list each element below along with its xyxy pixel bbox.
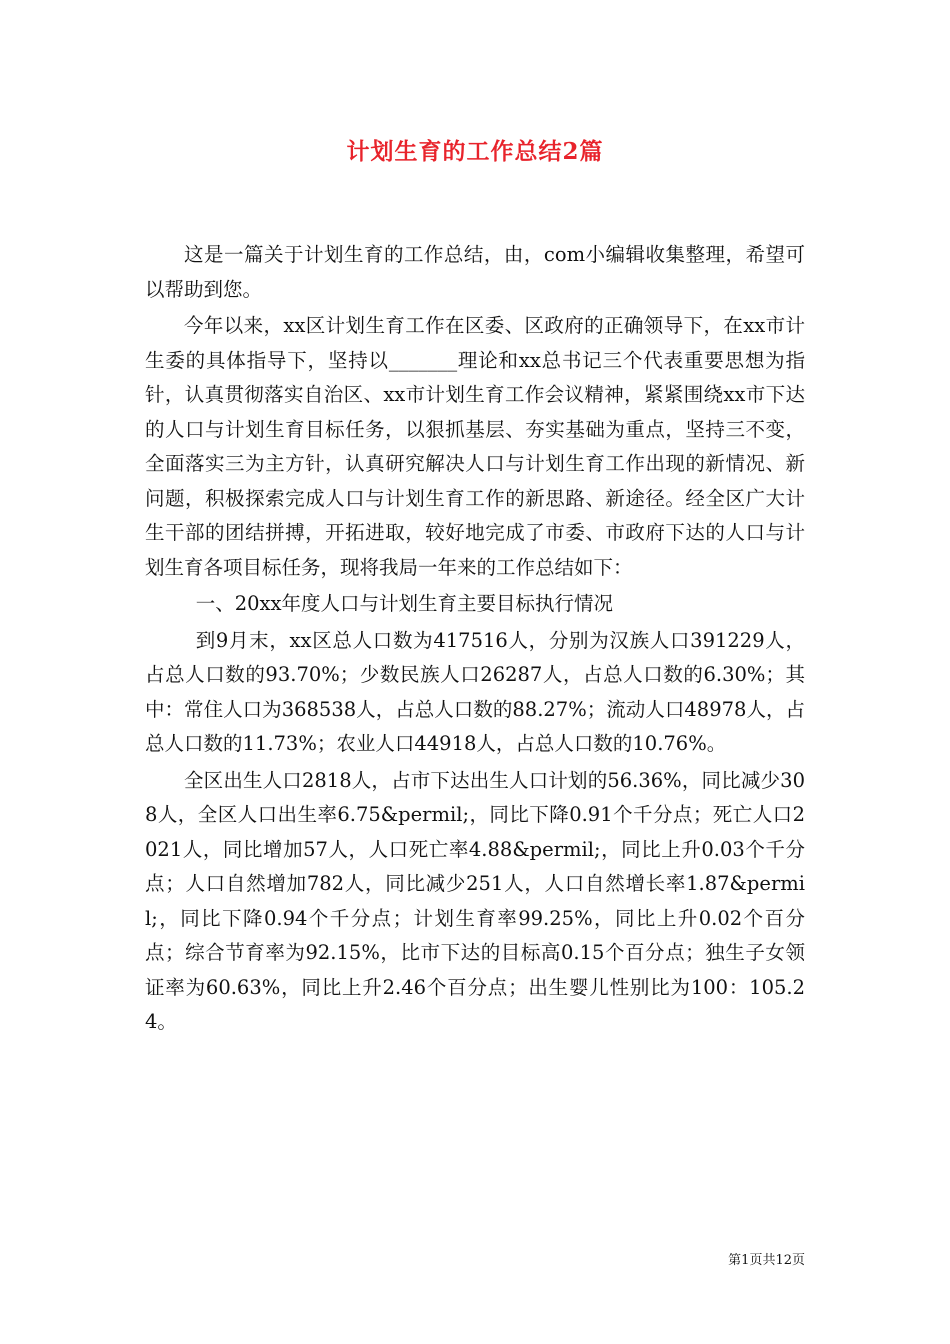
birth-statistics-paragraph: 全区出生人口2818人，占市下达出生人口计划的56.36%，同比减少308人，全区人口出生率6.75&permil;，同比下降0.91个千分点；死亡人口2021人，同比增加57人，人口死亡率4.88&permil;，同比上升0.03个千分点；人口自然增加782人，同比减少251人，人口自然增长率1.87&permil;，同比下降0.94个千分点；计划生育率99.25%，同比上升0.02个百分点；综合节育率为92.15%，比市下达的目标高0.15个百分点；独生子女领证率为60.63%，同比上升2.46个百分点；出生婴儿性别比为100：105.24。 xyxy=(145,768,805,1033)
intro-paragraph: 这是一篇关于计划生育的工作总结，由，com小编辑收集整理，希望可以帮助到您。 xyxy=(145,243,805,301)
document-title: 计划生育的工作总结2篇 xyxy=(346,138,604,165)
population-paragraph: 到9月末，xx区总人口数为417516人，分别为汉族人口391229人，占总人口数的93.70%；少数民族人口26287人，占总人口数的6.30%；其中：常住人口为368538人，占总人口数的88.27%；流动人口48978人，占总人口数的11.73%；农业人口44918人，占总人口数的10.76%。 xyxy=(145,628,805,755)
summary-paragraph: 今年以来，xx区计划生育工作在区委、区政府的正确领导下，在xx市计生委的具体指导下，坚持以_______理论和xx总书记三个代表重要思想为指针，认真贯彻落实自治区、xx市计划生育工作会议精神，紧紧围绕xx市下达的人口与计划生育目标任务，以狠抓基层、夯实基础为重点，坚持三不变，全面落实三为主方针，认真研究解决人口与计划生育工作出现的新情况、新问题，积极探索完成人口与计划生育工作的新思路、新途径。经全区广大计生干部的团结拼搏，开拓进取，较好地完成了市委、市政府下达的人口与计划生育各项目标任务，现将我局一年来的工作总结如下： xyxy=(145,314,805,579)
document-body xyxy=(145,238,805,1042)
page-number: 第1页共12页 xyxy=(728,1253,805,1268)
section-heading: 一、20xx年度人口与计划生育主要目标执行情况 xyxy=(195,592,613,615)
